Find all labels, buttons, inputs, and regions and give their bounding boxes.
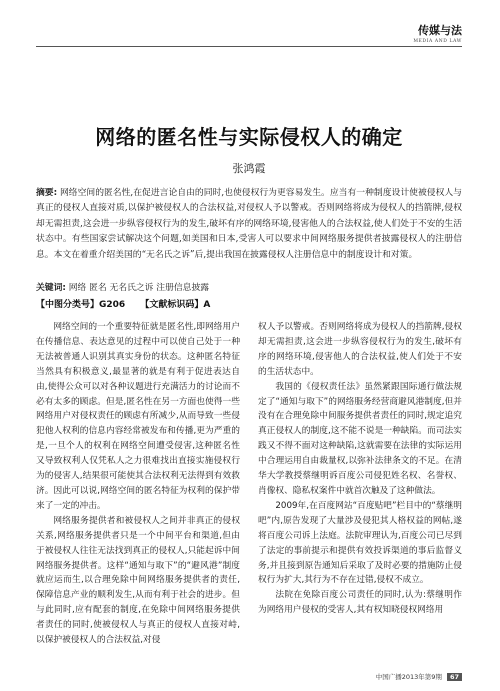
- body-column-left: [36, 320, 240, 648]
- keywords-text: 网络 匿名 无名氏之诉 注册信息披露: [68, 283, 210, 293]
- article-author: 张鸿霞: [232, 162, 266, 175]
- section-title-en: MEDIA AND LAW: [413, 39, 462, 44]
- class-number: 【中图分类号】G206: [36, 300, 126, 310]
- paragraph: 法院在免除百度公司责任的同时,认为:蔡继明作为网络用户侵权的受害人,其有权知晓侵权网络用: [258, 590, 462, 616]
- paragraph: 2009年,在百度网站“百度贴吧”栏目中的“蔡继明吧”内,原告发现了大量涉及侵犯其人格权益的网帖,遂将百度公司诉上法庭。法院审理认为,百度公司已尽到了法定的事前提示和提供有效投诉渠道的事后监督义务,并且接到原告通知后采取了及时必要的措施防止侵权行为扩大,其行为不存在过错,侵权不成立。: [258, 500, 462, 586]
- paragraph: 网络空间的一个重要特征就是匿名性,即网络用户在传播信息、表达意见的过程中可以使自己处于一种无法被普通人识别其真实身份的状态。这种匿名特征当然具有积极意义,最显著的就是有利于促进表达自由,使得公众可以对各种议题进行充满活力的讨论而不必有太多的顾虑。但是,匿名性在另一方面也使得一些网络用户对侵权责任的顾虑有所减少,从而导致一些侵犯他人权利的信息内容经常被发布和传播,更为严重的是,一旦个人的权利在网络空间遭受侵害,这种匿名性又导致权利人仅凭私人之力很难找出直接实施侵权行为的侵害人,结果很可能使其合法权利无法得到有效救济。因此可以说,网络空间的匿名特征为权利的保护带来了一定的冲击。: [36, 322, 240, 511]
- article-title: 网络的匿名性与实际侵权人的确定: [95, 125, 403, 149]
- keywords: [36, 280, 462, 293]
- paragraph: 权人予以警戒。否则网络将成为侵权人的挡箭牌,侵权却无需担责,这会进一步纵容侵权行为的发生,破坏有序的网络环境,侵害他人的合法权益,使人们处于不安的生活状态中。: [258, 322, 462, 377]
- journal-issue: 中国广播2013年第9期: [375, 673, 442, 681]
- section-header: [413, 22, 462, 44]
- body-column-right: [258, 320, 462, 618]
- page-footer: [376, 672, 462, 681]
- classification-line: [36, 297, 222, 310]
- keywords-label: 关键词:: [36, 283, 66, 293]
- abstract-label: 摘要:: [36, 188, 58, 198]
- section-title: 传媒与法: [418, 24, 462, 37]
- paragraph: 我国的《侵权责任法》虽然紧跟国际通行做法规定了“通知与取下”的网络服务经营商避风港制度,但并没有在合理免除中间服务提供者责任的同时,规定追究真正侵权人的制度,这不能不说是一种缺陷。而司法实践又不得不面对这种缺陷,这就需要在法律的实际运用中合理运用自由裁量权,以弥补法律条文的不足。在清华大学教授蔡继明诉百度公司侵犯姓名权、名誉权、肖像权、隐私权案件中就首次触及了这种做法。: [258, 381, 462, 496]
- abstract: [36, 186, 462, 263]
- header-rule: [36, 46, 462, 47]
- abstract-text: 网络空间的匿名性,在促进言论自由的同时,也使侵权行为更容易发生。应当有一种制度设计使被侵权人与真正的侵权人直接对质,以保护被侵权人的合法权益,对侵权人予以警戒。否则网络将成为侵权人的挡箭牌,侵权却无需担责,这会进一步纵容侵权行为的发生,破坏有序的网络环境,侵害他人的合法权益,使人们处于不安的生活状态中。有些国家尝试解决这个问题,如美国和日本,受害人可以要求中间网络服务提供者披露侵权人的注册信息。本文在着重介绍美国的“无名氏之诉”后,提出我国在披露侵权人注册信息中的制度设计和对策。: [36, 188, 462, 260]
- document-code: 【文献标识码】A: [140, 300, 211, 310]
- page-number: 67: [447, 673, 462, 681]
- paragraph: 网络服务提供者和被侵权人之间并非真正的侵权关系,网络服务提供者只是一个中间平台和渠道,但由于被侵权人往往无法找到真正的侵权人,只能起诉中间网络服务提供者。这样“通知与取下”的“避风港”制度就应运而生,以合理免除中间网络服务提供者的责任,保障信息产业的顺利发生,从而有利于社会的进步。但与此同时,应有配套的制度,在免除中间网络服务提供者责任的同时,使被侵权人与真正的侵权人直接对峙,以保护被侵权人的合法权益,对侵: [36, 515, 240, 646]
